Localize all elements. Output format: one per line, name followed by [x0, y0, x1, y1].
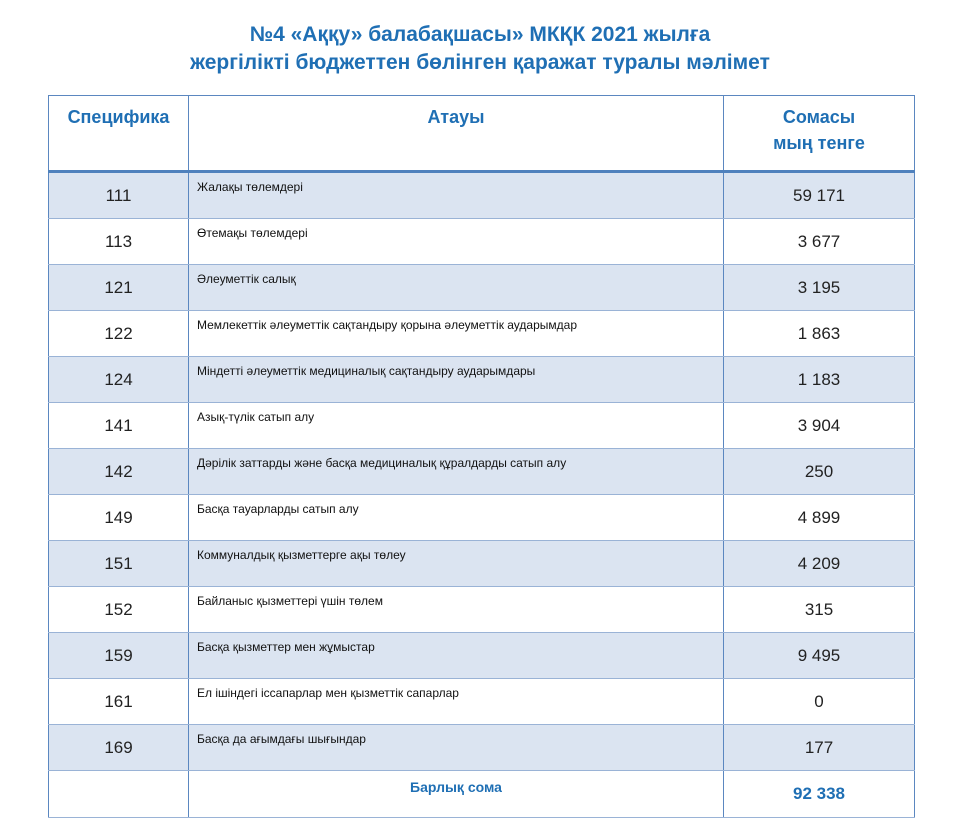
- row-code: 121: [49, 265, 189, 311]
- row-code: 141: [49, 403, 189, 449]
- row-name: Байланыс қызметтері үшін төлем: [189, 587, 724, 633]
- row-name: Басқа тауарларды сатып алу: [189, 495, 724, 541]
- row-code: 124: [49, 357, 189, 403]
- total-amount: 92 338: [724, 771, 915, 818]
- table-row: [49, 172, 915, 219]
- row-name: Жалақы төлемдері: [189, 172, 724, 219]
- table-row: [49, 633, 915, 679]
- row-code: 161: [49, 679, 189, 725]
- row-name: Міндетті әлеуметтік медициналық сақтандыру аударымдары: [189, 357, 724, 403]
- total-empty-cell: [49, 771, 189, 818]
- total-label: Барлық сома: [189, 771, 724, 818]
- row-amount: 4 209: [724, 541, 915, 587]
- row-code: 159: [49, 633, 189, 679]
- header-name: Атауы: [189, 96, 724, 172]
- row-amount: 1 863: [724, 311, 915, 357]
- row-code: 122: [49, 311, 189, 357]
- header-amount-line-1: Сомасы: [782, 107, 856, 127]
- table-row: [49, 311, 915, 357]
- header-code: Специфика: [49, 96, 189, 172]
- row-code: 142: [49, 449, 189, 495]
- row-name: Дәрілік заттарды және басқа медициналық құралдарды сатып алу: [189, 449, 724, 495]
- row-amount: 177: [724, 725, 915, 771]
- row-amount: 3 904: [724, 403, 915, 449]
- row-name: Әлеуметтік салық: [189, 265, 724, 311]
- row-code: 169: [49, 725, 189, 771]
- table-row: [49, 679, 915, 725]
- row-name: Азық-түлік сатып алу: [189, 403, 724, 449]
- header-amount-line-2: мың тенге: [773, 133, 865, 153]
- table-row: [49, 495, 915, 541]
- table-header-row: [49, 96, 915, 172]
- table-row: [49, 357, 915, 403]
- row-code: 111: [49, 172, 189, 219]
- row-amount: 3 195: [724, 265, 915, 311]
- table-row: [49, 403, 915, 449]
- row-name: Мемлекеттік әлеуметтік сақтандыру қорына әлеуметтік аударымдар: [189, 311, 724, 357]
- row-amount: 250: [724, 449, 915, 495]
- table-row: [49, 541, 915, 587]
- row-amount: 0: [724, 679, 915, 725]
- row-code: 152: [49, 587, 189, 633]
- title-line-1: №4 «Аққу» балабақшасы» МКҚК 2021 жылға: [249, 23, 711, 46]
- document-title: [0, 21, 960, 77]
- table-row: [49, 265, 915, 311]
- table-row: [49, 587, 915, 633]
- row-name: Басқа да ағымдағы шығындар: [189, 725, 724, 771]
- table-total-row: [49, 771, 915, 818]
- table-row: [49, 449, 915, 495]
- title-line-2: жергілікті бюджеттен бөлінген қаражат туралы мәлімет: [190, 51, 770, 74]
- row-name: Өтемақы төлемдері: [189, 219, 724, 265]
- header-amount: [724, 96, 915, 172]
- row-amount: 315: [724, 587, 915, 633]
- table-row: [49, 219, 915, 265]
- row-amount: 3 677: [724, 219, 915, 265]
- row-code: 149: [49, 495, 189, 541]
- row-name: Коммуналдық қызметтерге ақы төлеу: [189, 541, 724, 587]
- row-code: 113: [49, 219, 189, 265]
- row-name: Ел ішіндегі іссапарлар мен қызметтік сапарлар: [189, 679, 724, 725]
- row-amount: 9 495: [724, 633, 915, 679]
- table-row: [49, 725, 915, 771]
- row-amount: 1 183: [724, 357, 915, 403]
- budget-table: [48, 95, 915, 818]
- row-code: 151: [49, 541, 189, 587]
- row-amount: 4 899: [724, 495, 915, 541]
- row-name: Басқа қызметтер мен жұмыстар: [189, 633, 724, 679]
- row-amount: 59 171: [724, 172, 915, 219]
